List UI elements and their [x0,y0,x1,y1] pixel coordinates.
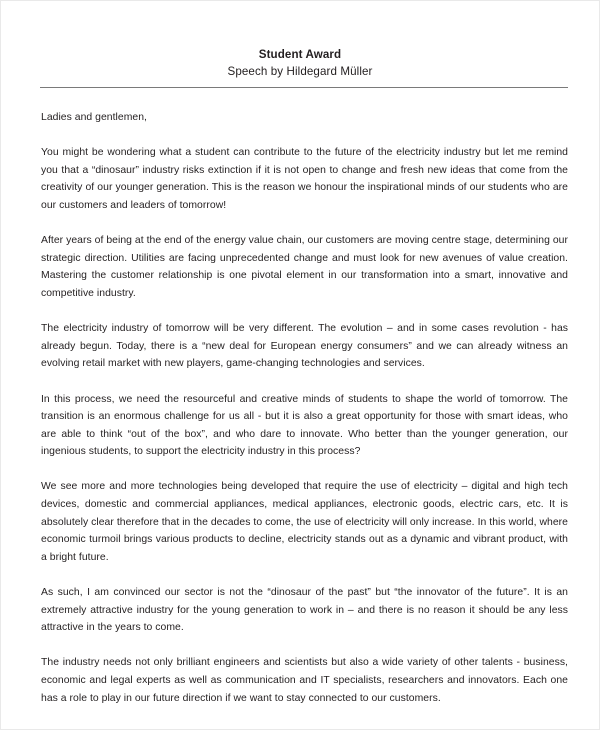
paragraph-1: You might be wondering what a student can contribute to the future of the electricity industry but let me remind you that a “dinosaur” industry risks extinction if it is not open to change and fresh new ideas that come from the creativity of our younger generation. This is the reason we honour the inspirational minds of our students who are our customers and leaders of tomorrow! [41,147,568,211]
document-body [1,109,599,707]
header-divider [40,87,568,88]
paragraph-salutation: Ladies and gentlemen, [41,112,147,123]
paragraph-2: After years of being at the end of the energy value chain, our customers are moving centre stage, determining our strategic direction. Utilities are facing unprecedented change and must look for new avenues of value creation. Mastering the customer relationship is one pivotal element in our transformation into a smart, innovative and competitive industry. [41,235,568,299]
paragraph-6: As such, I am convinced our sector is not the “dinosaur of the past” but “the innovator of the future”. It is an extremely attractive industry for the young generation to work in – and there is no reason it should be any less attractive in the years to come. [41,587,568,634]
paragraph-3: The electricity industry of tomorrow will be very different. The evolution – and in some cases revolution - has already begun. Today, there is a “new deal for European energy consumers” and we can already witness an evolving retail market with new players, game-changing technologies and services. [41,323,568,370]
paragraph-5: We see more and more technologies being developed that require the use of electricity – digital and high tech devices, domestic and commercial appliances, medical appliances, electronic goods, electric cars, etc. It is absolutely clear therefore that in the decades to come, the use of electricity will only increase. In this world, where economic turmoil brings various products to decline, electricity stands out as a dynamic and vibrant product, with a bright future. [41,481,568,563]
paragraph-4: In this process, we need the resourceful and creative minds of students to shape the world of tomorrow. The transition is an enormous challenge for us all - but it is also a great opportunity for those with smart ideas, who are able to think “out of the box”, and who dare to innovate. Who better than the younger generation, our ingenious students, to support the electricity industry in this process? [41,393,568,458]
document-subtitle: Speech by Hildegard Müller [227,65,373,78]
paragraph-7: The industry needs not only brilliant engineers and scientists but also a wide variety of other talents - business, economic and legal experts as well as communication and IT specialists, researchers and innovators. Each one has a role to play in our future direction if we want to stay connected to our customers. [41,657,568,704]
document-header [1,1,599,79]
document-title: Student Award [258,48,342,61]
